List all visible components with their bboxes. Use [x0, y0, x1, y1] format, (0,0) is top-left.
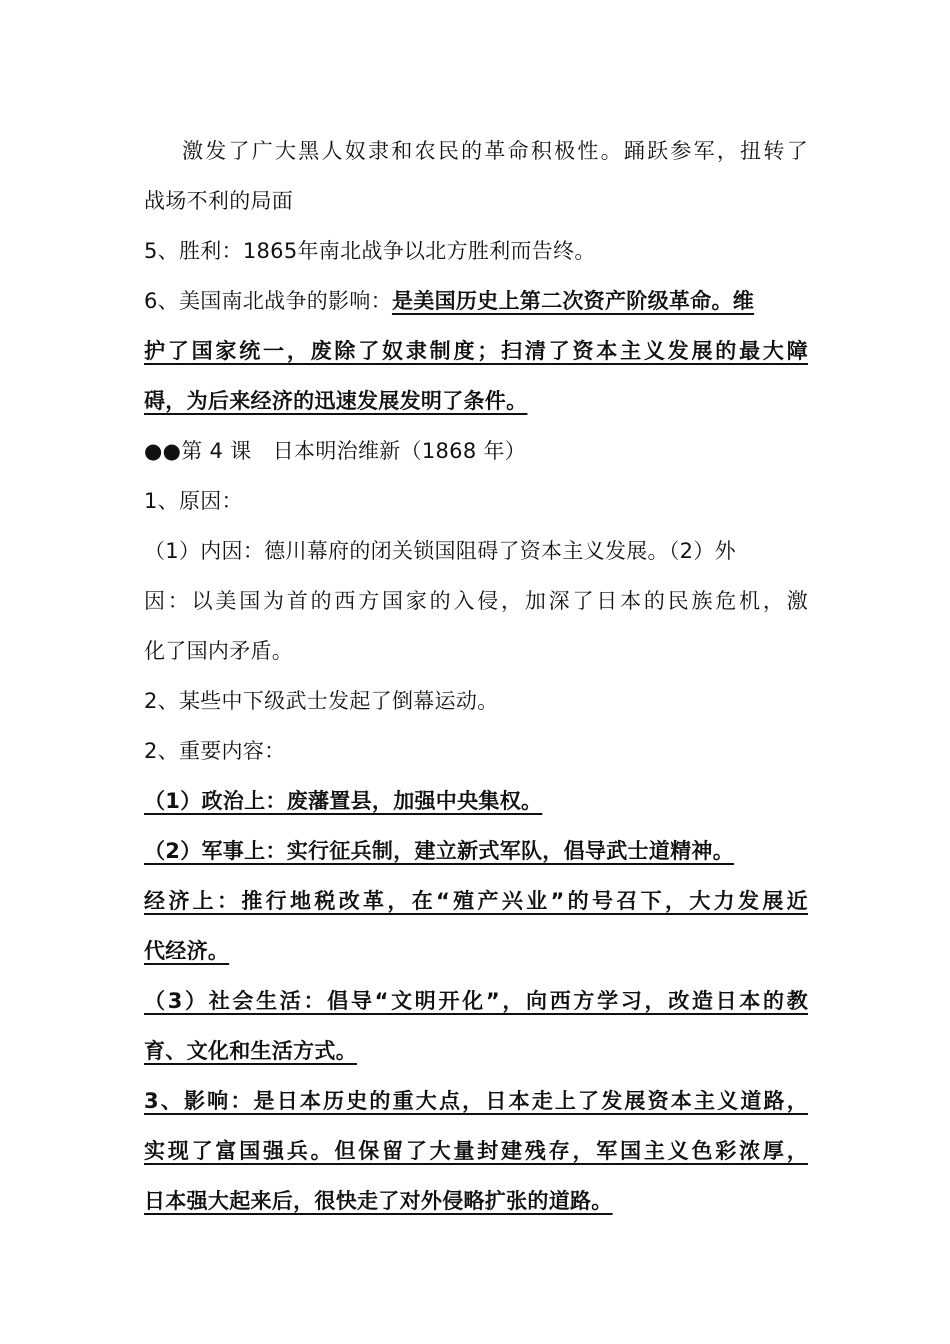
text-span: 6、美国南北战争的影响：: [144, 289, 392, 313]
text-line: [144, 1026, 808, 1076]
text-line: [144, 626, 808, 676]
bold-text-span: （3）社会生活：倡导“文明开化”，向西方学习，改造日本的教: [144, 989, 808, 1013]
text-line: [144, 776, 808, 826]
bold-text-span: 日本强大起来后，很快走了对外侵略扩张的道路。: [144, 1189, 613, 1213]
text-span: 5、胜利：1865年南北战争以北方胜利而告终。: [144, 239, 596, 263]
text-span: 化了国内矛盾。: [144, 639, 294, 663]
bold-text-span: 育、文化和生活方式。: [144, 1039, 357, 1063]
text-line: [144, 576, 808, 626]
text-span: 因：以美国为首的西方国家的入侵，加深了日本的民族危机，激: [144, 589, 808, 613]
text-span: 激发了广大黑人奴隶和农民的革命积极性。踊跃参军，扭转了: [182, 139, 808, 163]
text-span: 1、原因：: [144, 489, 243, 513]
bold-text-span: 护了国家统一，废除了奴隶制度；扫清了资本主义发展的最大障: [144, 339, 808, 363]
text-line: [144, 126, 808, 176]
text-line: [144, 676, 808, 726]
bold-text-span: 代经济。: [144, 939, 230, 963]
text-line: [144, 926, 808, 976]
text-line: [144, 326, 808, 376]
text-line: [144, 826, 808, 876]
text-line: [144, 476, 808, 526]
bold-text-span: 3、影响：是日本历史的重大点，日本走上了发展资本主义道路，: [144, 1089, 808, 1113]
text-line: [144, 1076, 808, 1126]
section-heading: [144, 426, 808, 476]
document-page: [144, 126, 808, 1226]
bold-text-span: 碍，为后来经济的迅速发展发明了条件。: [144, 389, 528, 413]
text-line: [144, 226, 808, 276]
text-line: [144, 176, 808, 226]
text-line: [144, 1176, 808, 1226]
text-span: 战场不利的局面: [144, 189, 294, 213]
text-line: [144, 276, 808, 326]
bold-text-span: （1）政治上：废藩置县，加强中央集权。: [144, 789, 543, 813]
text-line: [144, 976, 808, 1026]
bold-text-span: 经济上：推行地税改革，在“殖产兴业”的号召下，大力发展近: [144, 889, 808, 913]
bold-text-span: （2）军事上：实行征兵制，建立新式军队，倡导武士道精神。: [144, 839, 735, 863]
heading-text: ●●第 4 课 日本明治维新（1868 年）: [144, 439, 527, 463]
text-line: [144, 376, 808, 426]
text-span: 2、重要内容：: [144, 739, 286, 763]
bold-text-span: 实现了富国强兵。但保留了大量封建残存，军国主义色彩浓厚，: [144, 1139, 808, 1163]
text-line: [144, 526, 808, 576]
text-line: [144, 1126, 808, 1176]
text-line: [144, 726, 808, 776]
bold-text-span: 是美国历史上第二次资产阶级革命。维: [391, 289, 755, 313]
text-span: （1）内因：德川幕府的闭关锁国阻碍了资本主义发展。（2）外: [144, 539, 736, 563]
text-line: [144, 876, 808, 926]
text-span: 2、某些中下级武士发起了倒幕运动。: [144, 689, 499, 713]
